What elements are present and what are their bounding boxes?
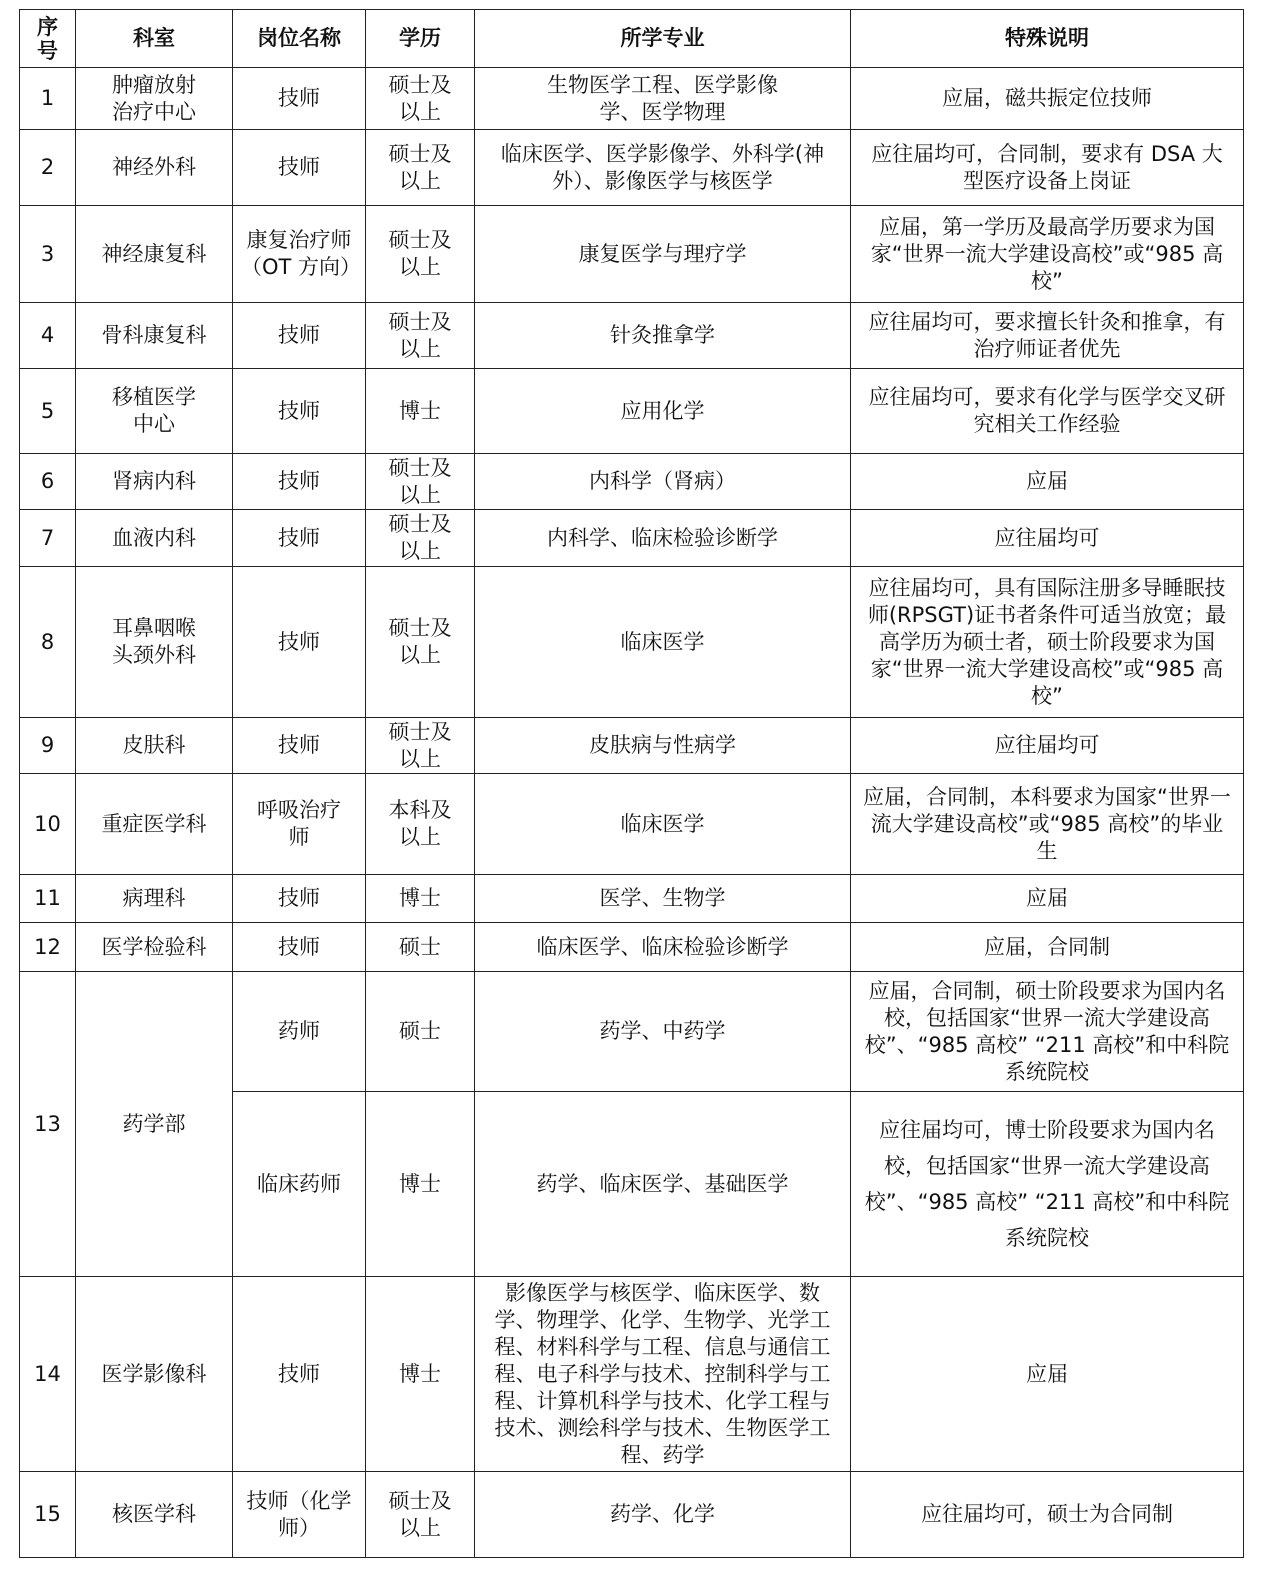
- edu-cell: 博士: [366, 875, 475, 923]
- post-cell: 技师（化学师）: [233, 1472, 366, 1558]
- post-cell: 康复治疗师（OT 方向）: [233, 206, 366, 303]
- row-number: 12: [20, 923, 76, 972]
- dept-cell: 肿瘤放射治疗中心: [76, 68, 233, 130]
- edu-cell: 博士: [366, 1277, 475, 1472]
- dept-cell: 病理科: [76, 875, 233, 923]
- row-number: 8: [20, 567, 76, 718]
- post-cell: 技师: [233, 718, 366, 774]
- post-cell: 药师: [233, 972, 366, 1092]
- dept-cell: 骨科康复科: [76, 303, 233, 369]
- major-cell: 内科学（肾病）: [475, 454, 851, 510]
- row-number: 15: [20, 1472, 76, 1558]
- header-cell: 特殊说明: [851, 10, 1244, 68]
- dept-cell: 核医学科: [76, 1472, 233, 1558]
- edu-cell: 硕士及以上: [366, 130, 475, 206]
- dept-cell: 移植医学中心: [76, 369, 233, 454]
- table-row: [20, 567, 1244, 718]
- major-cell: 内科学、临床检验诊断学: [475, 510, 851, 567]
- edu-cell: 本科及以上: [366, 774, 475, 875]
- post-cell: 技师: [233, 454, 366, 510]
- edu-cell: 硕士及以上: [366, 303, 475, 369]
- dept-cell: 耳鼻咽喉头颈外科: [76, 567, 233, 718]
- row-number: 11: [20, 875, 76, 923]
- dept-cell: 神经康复科: [76, 206, 233, 303]
- dept-cell: 重症医学科: [76, 774, 233, 875]
- major-cell: 针灸推拿学: [475, 303, 851, 369]
- table-row: [20, 454, 1244, 510]
- note-cell: 应往届均可: [851, 718, 1244, 774]
- row-number: 9: [20, 718, 76, 774]
- major-cell: 医学、生物学: [475, 875, 851, 923]
- dept-cell: 医学检验科: [76, 923, 233, 972]
- header-row: [20, 10, 1244, 68]
- dept-cell: 神经外科: [76, 130, 233, 206]
- table-row: [20, 130, 1244, 206]
- table-row: [20, 923, 1244, 972]
- edu-cell: 硕士及以上: [366, 567, 475, 718]
- major-cell: 药学、化学: [475, 1472, 851, 1558]
- table-row: [20, 972, 1244, 1092]
- edu-cell: 硕士: [366, 972, 475, 1092]
- edu-cell: 硕士及以上: [366, 206, 475, 303]
- dept-cell: 血液内科: [76, 510, 233, 567]
- row-number: 3: [20, 206, 76, 303]
- edu-cell: 硕士及以上: [366, 1472, 475, 1558]
- note-cell: 应届: [851, 875, 1244, 923]
- table-row: [20, 510, 1244, 567]
- header-cell: 岗位名称: [233, 10, 366, 68]
- note-cell: 应届: [851, 454, 1244, 510]
- major-cell: 临床医学: [475, 774, 851, 875]
- major-cell: 药学、临床医学、基础医学: [475, 1092, 851, 1277]
- table-row: [20, 875, 1244, 923]
- note-cell: 应届，第一学历及最高学历要求为国家“世界一流大学建设高校”或“985 高校”: [851, 206, 1244, 303]
- header-cell: 序号: [20, 10, 76, 68]
- note-cell: 应往届均可: [851, 510, 1244, 567]
- note-cell: 应届: [851, 1277, 1244, 1472]
- post-cell: 技师: [233, 923, 366, 972]
- note-cell: 应往届均可，要求擅长针灸和推拿，有治疗师证者优先: [851, 303, 1244, 369]
- row-number: 1: [20, 68, 76, 130]
- major-cell: 生物医学工程、医学影像学、医学物理: [475, 68, 851, 130]
- major-cell: 临床医学: [475, 567, 851, 718]
- dept-cell: 皮肤科: [76, 718, 233, 774]
- post-cell: 技师: [233, 1277, 366, 1472]
- post-cell: 技师: [233, 510, 366, 567]
- row-number: 10: [20, 774, 76, 875]
- header-cell: 科室: [76, 10, 233, 68]
- edu-cell: 博士: [366, 369, 475, 454]
- row-number: 5: [20, 369, 76, 454]
- note-cell: 应届，合同制，本科要求为国家“世界一流大学建设高校”或“985 高校”的毕业生: [851, 774, 1244, 875]
- post-cell: 技师: [233, 369, 366, 454]
- edu-cell: 硕士及以上: [366, 68, 475, 130]
- recruitment-table: [19, 9, 1244, 1558]
- dept-cell: 医学影像科: [76, 1277, 233, 1472]
- row-number: 7: [20, 510, 76, 567]
- note-cell: 应往届均可，合同制，要求有 DSA 大型医疗设备上岗证: [851, 130, 1244, 206]
- note-cell: 应届，合同制: [851, 923, 1244, 972]
- note-cell: 应往届均可，硕士为合同制: [851, 1472, 1244, 1558]
- header-cell: 学历: [366, 10, 475, 68]
- row-number: 2: [20, 130, 76, 206]
- row-number: 6: [20, 454, 76, 510]
- dept-cell: 药学部: [76, 972, 233, 1277]
- edu-cell: 硕士及以上: [366, 454, 475, 510]
- major-cell: 应用化学: [475, 369, 851, 454]
- edu-cell: 硕士: [366, 923, 475, 972]
- edu-cell: 博士: [366, 1092, 475, 1277]
- header-cell: 所学专业: [475, 10, 851, 68]
- note-cell: 应往届均可，博士阶段要求为国内名校，包括国家“世界一流大学建设高校”、“985 高校” “211 高校”和中科院系统院校: [851, 1092, 1244, 1277]
- edu-cell: 硕士及以上: [366, 718, 475, 774]
- table-row: [20, 206, 1244, 303]
- post-cell: 临床药师: [233, 1092, 366, 1277]
- edu-cell: 硕士及以上: [366, 510, 475, 567]
- row-number: 13: [20, 972, 76, 1277]
- post-cell: 呼吸治疗师: [233, 774, 366, 875]
- row-number: 4: [20, 303, 76, 369]
- note-cell: 应往届均可，具有国际注册多导睡眠技师(RPSGT)证书者条件可适当放宽；最高学历为硕士者，硕士阶段要求为国家“世界一流大学建设高校”或“985 高校”: [851, 567, 1244, 718]
- post-cell: 技师: [233, 303, 366, 369]
- post-cell: 技师: [233, 875, 366, 923]
- table-row: [20, 369, 1244, 454]
- table-row: [20, 1472, 1244, 1558]
- post-cell: 技师: [233, 567, 366, 718]
- post-cell: 技师: [233, 68, 366, 130]
- table-row: [20, 718, 1244, 774]
- major-cell: 皮肤病与性病学: [475, 718, 851, 774]
- row-number: 14: [20, 1277, 76, 1472]
- post-cell: 技师: [233, 130, 366, 206]
- note-cell: 应届，合同制，硕士阶段要求为国内名校，包括国家“世界一流大学建设高校”、“985 高校” “211 高校”和中科院系统院校: [851, 972, 1244, 1092]
- table-row: [20, 68, 1244, 130]
- dept-cell: 肾病内科: [76, 454, 233, 510]
- table-row: [20, 303, 1244, 369]
- major-cell: 临床医学、临床检验诊断学: [475, 923, 851, 972]
- major-cell: 影像医学与核医学、临床医学、数学、物理学、化学、生物学、光学工程、材料科学与工程、信息与通信工程、电子科学与技术、控制科学与工程、计算机科学与技术、化学工程与技术、测绘科学与技术、生物医学工程、药学: [475, 1277, 851, 1472]
- table-row: [20, 774, 1244, 875]
- note-cell: 应届，磁共振定位技师: [851, 68, 1244, 130]
- note-cell: 应往届均可，要求有化学与医学交叉研究相关工作经验: [851, 369, 1244, 454]
- major-cell: 临床医学、医学影像学、外科学(神外）、影像医学与核医学: [475, 130, 851, 206]
- major-cell: 药学、中药学: [475, 972, 851, 1092]
- major-cell: 康复医学与理疗学: [475, 206, 851, 303]
- table-row: [20, 1277, 1244, 1472]
